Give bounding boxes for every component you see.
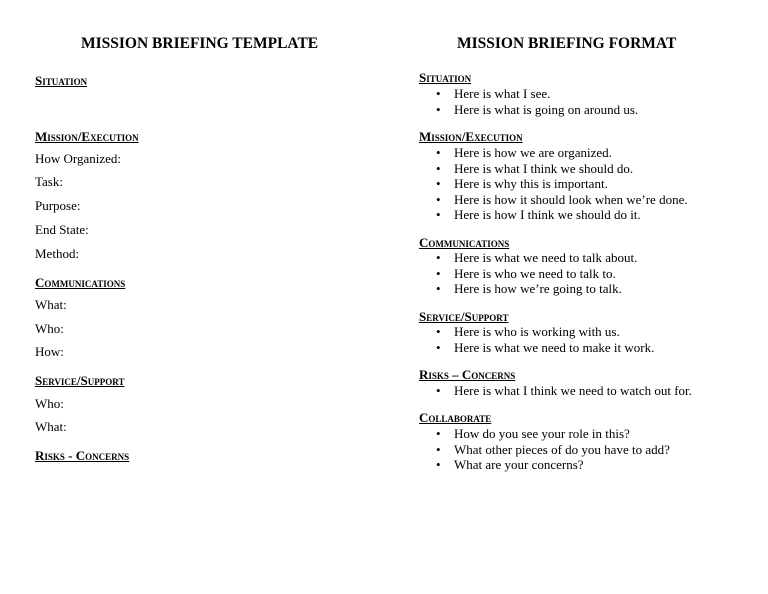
end-state-field: End State: (35, 222, 89, 237)
list-item: • Here is how it should look when we’re done. (436, 191, 688, 207)
list-item: • Here is what I see. (436, 86, 551, 101)
list-item: • Here is how I think we should do it. (436, 207, 641, 222)
risks-concerns-heading: Risks - Concerns (35, 448, 130, 463)
list-item: • Here is what I think we need to watch out for. (436, 383, 692, 398)
list-item: • Here is who we need to talk to. (436, 265, 616, 281)
list-item: • Here is who is working with us. (436, 324, 620, 339)
method-field: Method: (35, 246, 80, 261)
service-support-list (419, 324, 654, 355)
bullet-icon: • (436, 457, 441, 472)
communications-list (419, 250, 637, 297)
comm-how-field: How: (35, 344, 64, 359)
bullet-icon: • (436, 207, 441, 222)
service-what-field: What: (35, 419, 67, 434)
collaborate-list (419, 426, 670, 473)
purpose-field: Purpose: (35, 198, 81, 213)
situation-heading: Situation (419, 70, 472, 85)
mission-execution-list (419, 145, 688, 223)
service-who-field: Who: (35, 396, 64, 411)
list-item: • Here is what is going on around us. (436, 101, 639, 117)
bullet-icon: • (436, 160, 441, 176)
comm-who-field: Who: (35, 321, 64, 336)
task-field: Task: (35, 174, 63, 189)
situation-list (419, 86, 638, 117)
bullet-icon: • (436, 101, 441, 117)
bullet-icon: • (436, 426, 441, 441)
list-item: • Here is how we are organized. (436, 145, 612, 160)
bullet-icon: • (436, 265, 441, 281)
list-item: • Here is how we’re going to talk. (436, 281, 622, 296)
risks-concerns-heading: Risks – Concerns (419, 367, 516, 382)
situation-heading: Situation (35, 73, 88, 88)
list-item: • What are your concerns? (436, 457, 584, 472)
communications-heading: Communications (419, 235, 510, 250)
list-item: • Here is why this is important. (436, 176, 608, 191)
bullet-icon: • (436, 86, 441, 101)
bullet-icon: • (436, 339, 441, 355)
list-item: • Here is what we need to make it work. (436, 339, 655, 355)
service-support-heading: Service/Support (419, 309, 509, 324)
how-organized-field: How Organized: (35, 151, 122, 166)
format-title: MISSION BRIEFING FORMAT (457, 35, 677, 52)
bullet-icon: • (436, 281, 441, 296)
comm-what-field: What: (35, 297, 67, 312)
bullet-icon: • (436, 441, 441, 457)
mission-execution-heading: Mission/Execution (419, 129, 523, 144)
bullet-icon: • (436, 145, 441, 160)
collaborate-heading: Collaborate (419, 410, 492, 425)
mission-execution-heading: Mission/Execution (35, 129, 139, 144)
bullet-icon: • (436, 176, 441, 191)
service-support-heading: Service/Support (35, 373, 125, 388)
bullet-icon: • (436, 324, 441, 339)
list-item: • How do you see your role in this? (436, 426, 630, 441)
template-title: MISSION BRIEFING TEMPLATE (81, 35, 319, 52)
list-item: • What other pieces of do you have to add? (436, 441, 670, 457)
bullet-icon: • (436, 383, 441, 398)
risks-concerns-list (419, 383, 692, 399)
list-item: • Here is what we need to talk about. (436, 250, 638, 265)
list-item: • Here is what I think we should do. (436, 160, 634, 176)
bullet-icon: • (436, 250, 441, 265)
communications-heading: Communications (35, 275, 126, 290)
bullet-icon: • (436, 191, 441, 207)
